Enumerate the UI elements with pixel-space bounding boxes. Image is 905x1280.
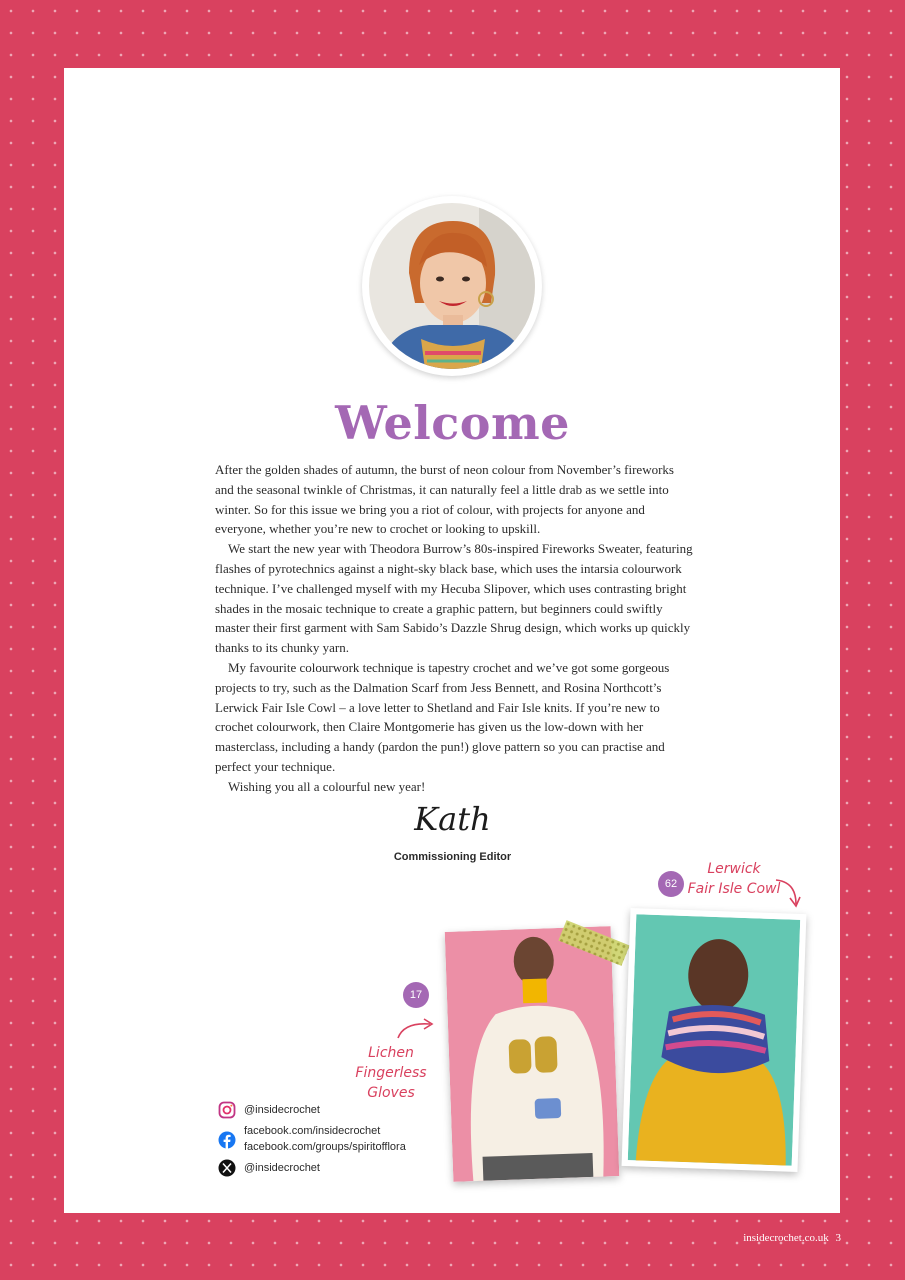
- cowl-photo-image: [628, 914, 800, 1166]
- caption-line: Lerwick: [707, 861, 761, 877]
- paragraph: After the golden shades of autumn, the burst of neon colour from November’s fireworks and the seasonal twinkle of Christmas, it can naturally feel a little drab as we settle into winter. So for this issue we bring you a riot of colour, with projects for anyone and everyone, whether you’re new to crochet or looking to upskill.: [215, 462, 674, 537]
- x-icon: [218, 1159, 236, 1177]
- editorial-text: [215, 460, 695, 797]
- paragraph: We start the new year with Theodora Burrow’s 80s-inspired Fireworks Sweater, featuring flashes of pyrotechnics against a night-sky black base, which uses the intarsia colourwork technique. I’ve challenged myself with my Hecuba Slipover, which uses contrasting bright shades in the mosaic technique to create a graphic pattern, but beginners could swiftly master their first garment with Sam Sabido’s Dazzle Shrug design, which works up quickly thanks to its chunky yarn.: [215, 541, 693, 656]
- x-handle[interactable]: @insidecrochet: [244, 1162, 320, 1174]
- page-number: 3: [835, 1232, 841, 1244]
- caption-line: Lichen: [368, 1045, 414, 1061]
- paragraph: Wishing you all a colourful new year!: [228, 778, 426, 794]
- page-footer: [743, 1232, 841, 1244]
- page-number-badge: 62: [658, 871, 684, 897]
- editor-signature: Kath: [414, 800, 491, 838]
- facebook-icon: [218, 1131, 236, 1149]
- gloves-photo: [445, 926, 620, 1182]
- editor-photo: [369, 203, 535, 369]
- curved-arrow-icon: [772, 876, 804, 910]
- feature-caption-lichen: [336, 1043, 446, 1103]
- footer-url[interactable]: insidecrochet.co.uk: [743, 1232, 829, 1244]
- page-title: Welcome: [335, 396, 570, 450]
- instagram-handle[interactable]: @insidecrochet: [244, 1104, 320, 1116]
- facebook-group-link[interactable]: facebook.com/groups/spiritofflora: [244, 1141, 406, 1153]
- caption-line: Fingerless Gloves: [355, 1065, 427, 1101]
- gloves-photo-image: [445, 926, 620, 1182]
- instagram-icon: [218, 1101, 236, 1119]
- curved-arrow-icon: [394, 1016, 436, 1042]
- page-number-badge: 17: [403, 982, 429, 1008]
- caption-line: Fair Isle Cowl: [687, 881, 781, 897]
- facebook-page-link[interactable]: facebook.com/insidecrochet: [244, 1125, 381, 1137]
- cowl-photo: [622, 908, 807, 1172]
- editor-role: Commissioning Editor: [393, 851, 512, 863]
- paragraph: My favourite colourwork technique is tapestry crochet and we’ve got some gorgeous projects to try, such as the Dalmation Scarf from Jess Bennett, and Rosina Northcott’s Lerwick Fair Isle Cowl – a love letter to Shetland and Fair Isle knits. If you’re new to crochet colourwork, then Claire Montgomerie has given us the low-down with her masterclass, including a handy (pardon the pun!) glove pattern so you can practise and perfect your technique.: [215, 659, 670, 774]
- editor-portrait: [362, 196, 542, 376]
- feature-caption-lerwick: [684, 859, 784, 899]
